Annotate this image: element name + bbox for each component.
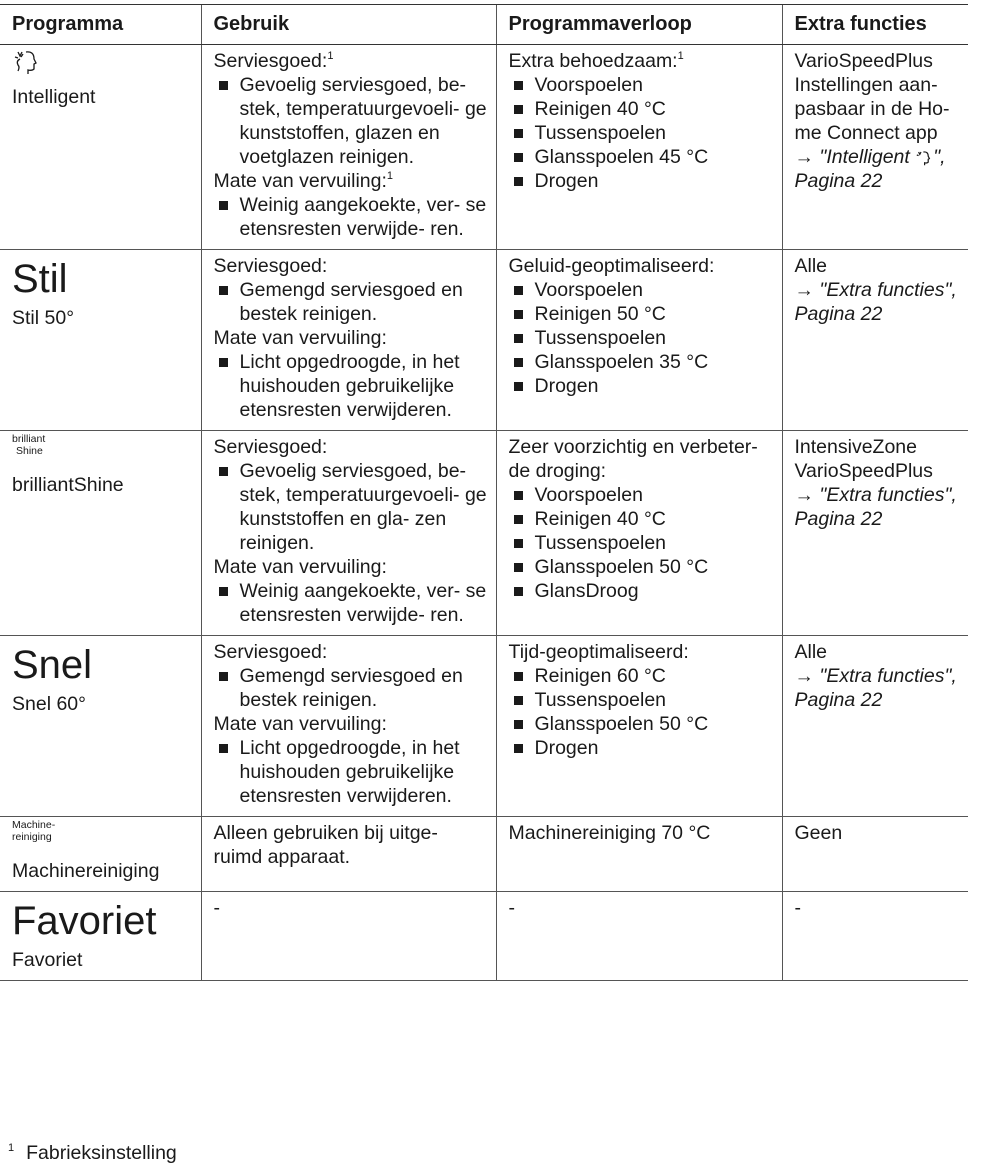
program-cell [0,892,201,981]
usage-heading: Serviesgoed:$^1$ [213,50,334,72]
cross-reference-link[interactable]: → "Intelligent ", Pagina 22 [794,146,946,192]
usage-heading: Serviesgoed: [213,255,328,277]
footnote-mark: 1 [327,50,334,62]
program-name: Snel 60° [12,693,86,715]
list-item: Drogen [509,374,774,398]
list-item: Glansspoelen 50 °C [509,555,774,579]
usage-cell [201,250,496,431]
footnote [0,1141,177,1165]
table-row [0,636,968,817]
list-item: Tussenspoelen [509,531,774,555]
list-item: Tussenspoelen [509,121,774,145]
list-item: Reinigen 40 °C [509,507,774,531]
process-cell [496,431,782,636]
header-extra-functies: Extra functies [782,5,968,45]
table-row [0,250,968,431]
list-item: Reinigen 50 °C [509,302,774,326]
list-item: Gemengd serviesgoed en bestek reinigen. [214,664,488,712]
intelligent-icon [915,150,933,166]
process-heading: Geluid-geoptimaliseerd: [508,255,715,277]
program-symbol: Stil [12,257,68,301]
program-name: Favoriet [12,949,83,971]
list-item: Gevoelig serviesgoed, be- stek, temperatuurgevoeli- ge kunststoffen, glazen en voetglazen reinigen. [214,73,488,169]
extra-cell [782,636,968,817]
footnote-text: Fabrieksinstelling [26,1142,177,1164]
program-cell [0,431,201,636]
list-item: Gemengd serviesgoed en bestek reinigen. [214,278,488,326]
footnote-mark: 1 [8,1142,15,1154]
usage-heading: Serviesgoed: [213,641,328,663]
list-item: Weinig aangekoekte, ver- se etensresten verwijde- ren. [214,193,488,241]
program-symbol: Machine- reiniging [12,819,56,843]
process-cell: - [496,892,782,981]
extra-cell [782,45,968,250]
process-heading: Zeer voorzichtig en verbeter- de droging: [508,436,758,482]
cross-reference-link[interactable]: → "Extra functies", Pagina 22 [794,484,957,530]
header-programmaverloop: Programmaverloop [496,5,782,45]
list-item: Licht opgedroogde, in het huishouden gebruikelijke etensresten verwijderen. [214,736,488,808]
program-cell [0,636,201,817]
list-item: Weinig aangekoekte, ver- se etensresten verwijde- ren. [214,579,488,627]
usage-heading: Mate van vervuiling: [213,556,387,578]
program-symbol: brilliant Shine [12,433,46,457]
extra-text: Alle [794,641,828,663]
usage-heading: Mate van vervuiling:$^1$ [213,170,394,192]
usage-heading: Mate van vervuiling: [213,327,387,349]
extra-text: VarioSpeedPlus Instellingen aan- pasbaar in de Ho- me Connect app [794,50,950,144]
list-item: Glansspoelen 50 °C [509,712,774,736]
cross-reference-link[interactable]: → "Extra functies", Pagina 22 [794,665,957,711]
program-name: Stil 50° [12,307,74,329]
extra-cell: Geen [782,817,968,892]
extra-cell [782,250,968,431]
program-name: Intelligent [12,86,96,108]
program-name: Machinereiniging [12,860,160,882]
header-gebruik: Gebruik [201,5,496,45]
list-item: GlansDroog [509,579,774,603]
list-item: Reinigen 40 °C [509,97,774,121]
process-cell [496,45,782,250]
usage-cell: Alleen gebruiken bij uitge- ruimd apparaat. [201,817,496,892]
program-table [0,4,968,981]
list-item: Licht opgedroogde, in het huishouden gebruikelijke etensresten verwijderen. [214,350,488,422]
extra-text: Alle [794,255,828,277]
program-symbol: Favoriet [12,899,157,943]
list-item: Drogen [509,736,774,760]
process-heading: Tijd-geoptimaliseerd: [508,641,689,663]
table-row [0,817,968,892]
program-cell [0,250,201,431]
program-symbol: Snel [12,643,93,687]
list-item: Gevoelig serviesgoed, be- stek, temperatuurgevoeli- ge kunststoffen en gla- zen reinigen. [214,459,488,555]
usage-cell [201,431,496,636]
program-cell [0,817,201,892]
program-cell [0,45,201,250]
list-item: Voorspoelen [509,73,774,97]
program-name: brilliantShine [12,474,124,496]
process-cell: Machinereiniging 70 °C [496,817,782,892]
footnote-mark: 1 [677,50,684,62]
table-row [0,45,968,250]
extra-cell: - [782,892,968,981]
extra-cell [782,431,968,636]
process-cell [496,250,782,431]
header-programma: Programma [0,5,201,45]
table-header-row [0,5,968,45]
extra-text: IntensiveZone VarioSpeedPlus [794,436,933,482]
table-row [0,431,968,636]
usage-cell [201,45,496,250]
usage-cell: - [201,892,496,981]
list-item: Glansspoelen 35 °C [509,350,774,374]
process-heading: Extra behoedzaam:$^1$ [508,50,684,72]
process-cell [496,636,782,817]
list-item: Reinigen 60 °C [509,664,774,688]
list-item: Voorspoelen [509,483,774,507]
usage-heading: Serviesgoed: [213,436,328,458]
footnote-mark: 1 [386,170,394,182]
list-item: Tussenspoelen [509,326,774,350]
list-item: Voorspoelen [509,278,774,302]
table-row [0,892,968,981]
usage-cell [201,636,496,817]
intelligent-icon [12,49,193,77]
list-item: Glansspoelen 45 °C [509,145,774,169]
usage-heading: Mate van vervuiling: [213,713,387,735]
list-item: Drogen [509,169,774,193]
cross-reference-link[interactable]: → "Extra functies", Pagina 22 [794,279,957,325]
list-item: Tussenspoelen [509,688,774,712]
